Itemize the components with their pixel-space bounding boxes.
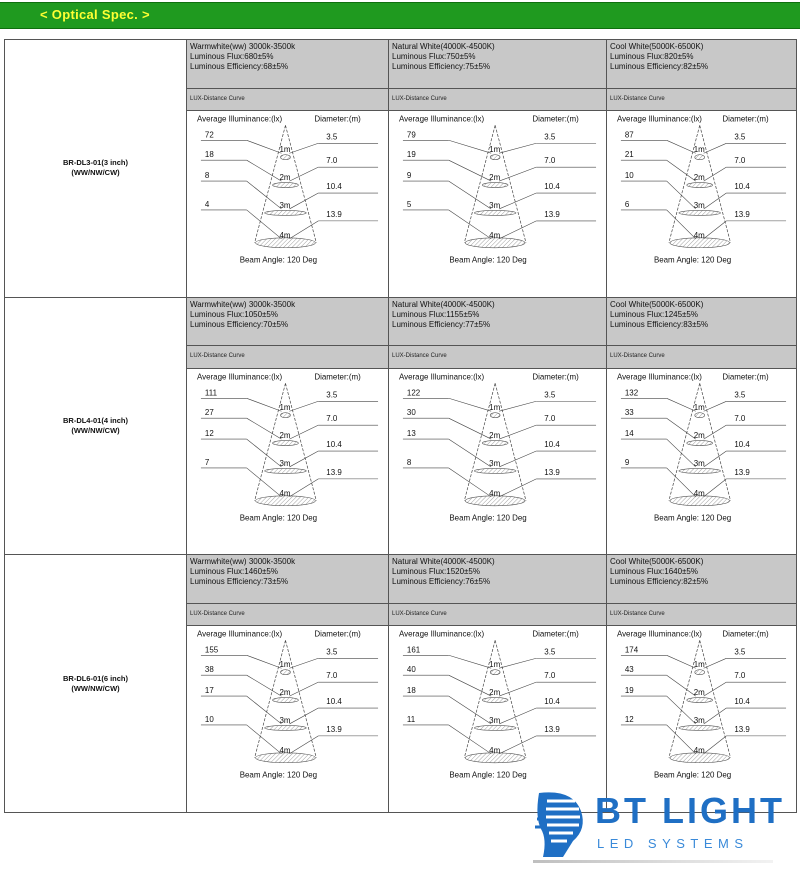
lux-value: 12	[204, 428, 214, 438]
lux-distance-diagram	[607, 626, 796, 801]
light-cone-ring	[490, 155, 500, 160]
lux-value: 13	[406, 428, 416, 438]
logo-name: BT LIGHT	[595, 790, 785, 831]
lux-value: 33	[624, 407, 634, 417]
diameter-leader-diagonal	[704, 143, 727, 153]
diameter-value: 7.0	[326, 671, 338, 681]
logo-shadow	[533, 860, 773, 863]
light-cone-ring	[474, 210, 516, 215]
bt-light-logo	[533, 786, 785, 863]
diameter-label: Diameter:(m)	[722, 629, 769, 639]
beam-angle-label: Beam Angle: 120 Deg	[239, 513, 318, 523]
diagram-cell	[607, 626, 797, 813]
model-name: BR-DL3-01(3 inch)	[62, 158, 128, 168]
illuminance-label: Average Illuminance:(lx)	[196, 372, 283, 382]
distance-label: 1m	[279, 660, 291, 670]
distance-label: 4m	[279, 746, 291, 756]
diameter-label: Diameter:(m)	[532, 629, 579, 639]
lux-distance-diagram	[607, 111, 796, 286]
lux-leader-diagonal	[667, 140, 696, 153]
section-banner	[0, 2, 800, 29]
distance-label: 4m	[693, 746, 705, 756]
light-cone-ring	[679, 468, 721, 473]
diagram-cell	[389, 111, 607, 298]
illuminance-label: Average Illuminance:(lx)	[398, 114, 485, 124]
diameter-leader-diagonal	[704, 479, 727, 497]
spec-flux: Luminous Flux:820±5%	[610, 52, 694, 61]
lux-curve-label: LUX-Distance Curve	[607, 88, 797, 110]
spec-color-type: Cool White(5000K-6500K)	[610, 299, 704, 309]
section-title: < Optical Spec. >	[40, 7, 150, 22]
diameter-label: Diameter:(m)	[532, 114, 579, 124]
lux-value: 40	[406, 665, 416, 675]
light-cone-ring	[265, 726, 307, 731]
distance-label: 2m	[489, 430, 501, 440]
light-cone-ring	[695, 155, 705, 160]
model-name: (WW/NW/CW)	[71, 425, 120, 435]
distance-label: 1m	[489, 145, 501, 155]
light-cone-ring	[265, 210, 307, 215]
light-cone-ring	[490, 670, 500, 675]
diameter-value: 7.0	[734, 671, 746, 681]
diagram-cell	[187, 626, 389, 813]
distance-label: 3m	[693, 200, 705, 210]
diameter-value: 13.9	[544, 467, 560, 477]
spec-efficiency: Luminous Efficiency:70±5%	[190, 319, 289, 329]
logo-tagline: LED SYSTEMS	[597, 836, 749, 851]
distance-label: 3m	[489, 458, 501, 468]
lux-value: 161	[406, 645, 421, 655]
spec-color-type: Natural White(4000K-4500K)	[392, 557, 495, 567]
optical-spec-table	[4, 39, 797, 813]
lux-distance-diagram	[187, 626, 388, 801]
diameter-label: Diameter:(m)	[314, 629, 361, 639]
spec-flux: Luminous Flux:1640±5%	[610, 567, 698, 577]
distance-label: 4m	[279, 488, 291, 498]
diameter-value: 10.4	[734, 697, 750, 707]
lux-distance-diagram	[187, 369, 388, 544]
diameter-leader-diagonal	[704, 682, 727, 696]
lux-value: 10	[624, 171, 634, 181]
model-name: (WW/NW/CW)	[71, 683, 120, 693]
light-cone-ring	[474, 726, 516, 731]
diameter-leader-diagonal	[704, 221, 727, 239]
diameter-leader-diagonal	[704, 451, 727, 467]
spec-flux: Luminous Flux:1050±5%	[190, 309, 278, 319]
lux-leader-diagonal	[667, 418, 696, 439]
lux-value: 19	[406, 150, 416, 160]
model-cell	[5, 297, 187, 555]
lux-leader-diagonal	[247, 398, 282, 411]
lux-distance-diagram	[389, 111, 606, 286]
spec-flux: Luminous Flux:1520±5%	[392, 567, 480, 577]
distance-label: 3m	[489, 200, 501, 210]
lux-leader-diagonal	[667, 676, 696, 697]
lux-leader-diagonal	[449, 656, 491, 669]
light-cone-ring	[679, 210, 721, 215]
diameter-leader-diagonal	[289, 143, 318, 153]
diameter-value: 13.9	[734, 467, 750, 477]
diameter-value: 7.0	[734, 413, 746, 423]
spec-efficiency: Luminous Efficiency:75±5%	[392, 62, 491, 71]
diameter-value: 7.0	[326, 413, 338, 423]
diameter-leader-diagonal	[289, 682, 318, 696]
beam-angle-label: Beam Angle: 120 Deg	[239, 255, 318, 265]
diameter-value: 10.4	[326, 439, 342, 449]
distance-label: 1m	[279, 402, 291, 412]
light-cone-ring	[280, 155, 290, 160]
spec-flux: Luminous Flux:1460±5%	[190, 567, 278, 577]
spec-color-type: Warmwhite(ww) 3000k-3500k	[190, 299, 296, 309]
spec-header-cell	[607, 297, 797, 346]
diameter-label: Diameter:(m)	[722, 372, 769, 382]
model-cell	[5, 555, 187, 813]
spec-header-cell	[389, 40, 607, 89]
lux-leader-diagonal	[449, 675, 491, 696]
diameter-leader-diagonal	[704, 659, 727, 669]
diameter-value: 3.5	[734, 647, 746, 657]
diameter-leader-diagonal	[499, 425, 536, 439]
lux-curve-label: LUX-Distance Curve	[187, 88, 389, 110]
spec-flux: Luminous Flux:680±5%	[190, 52, 274, 61]
beam-angle-label: Beam Angle: 120 Deg	[653, 513, 732, 523]
distance-label: 1m	[279, 145, 291, 155]
distance-label: 2m	[693, 430, 705, 440]
distance-label: 2m	[693, 173, 705, 183]
lux-value: 17	[204, 686, 214, 696]
diameter-value: 7.0	[544, 156, 556, 166]
diameter-leader-diagonal	[704, 425, 727, 439]
lux-leader-diagonal	[247, 676, 282, 697]
light-cone-ring	[687, 698, 713, 703]
spec-efficiency: Luminous Efficiency:76±5%	[392, 577, 491, 587]
lux-value: 38	[204, 665, 214, 675]
diameter-label: Diameter:(m)	[314, 114, 361, 124]
distance-label: 3m	[279, 200, 291, 210]
lux-value: 7	[204, 457, 210, 467]
diagram-cell	[389, 368, 607, 555]
light-cone-ring	[490, 412, 500, 417]
distance-label: 4m	[489, 746, 501, 756]
lux-distance-diagram	[607, 369, 796, 544]
lux-value: 18	[406, 686, 416, 696]
lux-leader-diagonal	[667, 160, 696, 181]
diameter-value: 3.5	[544, 647, 556, 657]
diameter-value: 3.5	[734, 132, 746, 142]
model-header-row	[5, 297, 797, 346]
diameter-leader-diagonal	[289, 736, 318, 754]
diameter-value: 3.5	[326, 132, 338, 142]
lux-leader-diagonal	[449, 140, 491, 153]
light-cone-ring	[482, 440, 508, 445]
diameter-value: 13.9	[544, 725, 560, 735]
diameter-value: 7.0	[544, 413, 556, 423]
light-cone-ring	[265, 468, 307, 473]
model-name: (WW/NW/CW)	[71, 168, 120, 178]
spec-efficiency: Luminous Efficiency:82±5%	[610, 62, 709, 71]
lux-value: 8	[406, 457, 412, 467]
diameter-value: 10.4	[326, 697, 342, 707]
light-cone-ring	[687, 183, 713, 188]
diameter-leader-diagonal	[289, 659, 318, 669]
illuminance-label: Average Illuminance:(lx)	[398, 629, 485, 639]
spec-header-cell	[607, 555, 797, 604]
lux-curve-label: LUX-Distance Curve	[389, 604, 607, 626]
distance-label: 2m	[279, 430, 291, 440]
lux-value: 174	[624, 645, 639, 655]
lux-value: 132	[624, 387, 639, 397]
diameter-value: 13.9	[326, 209, 342, 219]
diameter-value: 3.5	[326, 389, 338, 399]
diagram-cell	[389, 626, 607, 813]
spec-header-cell	[389, 297, 607, 346]
lux-curve-label: LUX-Distance Curve	[389, 346, 607, 368]
distance-label: 1m	[489, 402, 501, 412]
distance-label: 2m	[279, 173, 291, 183]
spec-flux: Luminous Flux:1245±5%	[610, 309, 698, 319]
distance-label: 2m	[489, 173, 501, 183]
beam-angle-label: Beam Angle: 120 Deg	[239, 770, 318, 780]
spec-flux: Luminous Flux:1155±5%	[392, 309, 480, 319]
diameter-leader-diagonal	[704, 401, 727, 411]
diagram-cell	[607, 368, 797, 555]
lux-curve-label: LUX-Distance Curve	[187, 346, 389, 368]
lux-value: 19	[624, 686, 634, 696]
illuminance-label: Average Illuminance:(lx)	[616, 629, 702, 639]
diameter-leader-diagonal	[289, 401, 318, 411]
diameter-label: Diameter:(m)	[722, 114, 769, 124]
distance-label: 4m	[693, 230, 705, 240]
lux-leader-diagonal	[449, 160, 491, 181]
light-cone-ring	[679, 726, 721, 731]
lux-leader-diagonal	[247, 418, 282, 439]
diameter-leader-diagonal	[704, 167, 727, 181]
diameter-value: 3.5	[734, 389, 746, 399]
spec-efficiency: Luminous Efficiency:77±5%	[392, 319, 491, 329]
diagram-cell	[187, 368, 389, 555]
distance-label: 3m	[489, 716, 501, 726]
lux-value: 155	[204, 645, 219, 655]
lux-value: 111	[204, 387, 218, 397]
diameter-leader-diagonal	[289, 479, 318, 497]
light-cone-ring	[482, 698, 508, 703]
lux-curve-label: LUX-Distance Curve	[607, 346, 797, 368]
spec-efficiency: Luminous Efficiency:82±5%	[610, 577, 709, 587]
diameter-leader-diagonal	[499, 708, 536, 724]
diameter-value: 13.9	[326, 725, 342, 735]
beam-angle-label: Beam Angle: 120 Deg	[449, 255, 527, 265]
lux-value: 43	[624, 665, 634, 675]
distance-label: 4m	[489, 488, 501, 498]
distance-label: 3m	[693, 716, 705, 726]
illuminance-label: Average Illuminance:(lx)	[196, 114, 283, 124]
diameter-leader-diagonal	[499, 659, 536, 669]
distance-label: 4m	[279, 230, 291, 240]
light-cone-ring	[280, 412, 290, 417]
model-cell	[5, 40, 187, 298]
lux-value: 4	[204, 199, 210, 209]
distance-label: 1m	[693, 402, 705, 412]
lux-curve-label: LUX-Distance Curve	[607, 604, 797, 626]
spec-color-type: Warmwhite(ww) 3000k-3500k	[190, 557, 296, 567]
spec-header-cell	[187, 555, 389, 604]
diameter-label: Diameter:(m)	[532, 372, 579, 382]
beam-angle-label: Beam Angle: 120 Deg	[653, 770, 732, 780]
spec-color-type: Natural White(4000K-4500K)	[392, 299, 495, 309]
distance-label: 3m	[279, 458, 291, 468]
diagram-cell	[187, 111, 389, 298]
light-cone-ring	[280, 670, 290, 675]
lux-distance-diagram	[389, 626, 606, 801]
diameter-value: 13.9	[544, 209, 560, 219]
diameter-leader-diagonal	[704, 736, 727, 754]
lux-leader-diagonal	[247, 656, 282, 669]
diameter-value: 13.9	[734, 209, 750, 219]
diameter-value: 10.4	[326, 182, 342, 192]
light-cone-ring	[273, 183, 299, 188]
diameter-value: 7.0	[734, 156, 746, 166]
lux-value: 72	[204, 130, 214, 140]
spec-header-cell	[187, 297, 389, 346]
distance-label: 2m	[279, 688, 291, 698]
model-name: BR-DL4-01(4 inch)	[62, 415, 128, 425]
lux-curve-label: LUX-Distance Curve	[187, 604, 389, 626]
light-cone-ring	[482, 183, 508, 188]
diagram-cell	[607, 111, 797, 298]
beam-angle-label: Beam Angle: 120 Deg	[449, 771, 527, 781]
lux-value: 21	[624, 150, 634, 160]
diameter-label: Diameter:(m)	[314, 372, 361, 382]
diameter-leader-diagonal	[499, 479, 536, 497]
diameter-leader-diagonal	[499, 736, 536, 754]
bulb-logo-icon	[533, 789, 589, 859]
illuminance-label: Average Illuminance:(lx)	[616, 114, 702, 124]
diameter-leader-diagonal	[499, 143, 536, 153]
light-cone-ring	[695, 412, 705, 417]
lux-value: 8	[204, 171, 210, 181]
diameter-leader-diagonal	[704, 193, 727, 209]
lux-leader-diagonal	[667, 398, 696, 411]
lux-value: 18	[204, 150, 214, 160]
distance-label: 1m	[693, 145, 705, 155]
lux-value: 9	[624, 457, 630, 467]
distance-label: 1m	[693, 660, 705, 670]
model-name: BR-DL6-01(6 inch)	[62, 673, 128, 683]
light-cone-ring	[273, 698, 299, 703]
diameter-value: 13.9	[734, 725, 750, 735]
lux-leader-diagonal	[247, 140, 282, 153]
diameter-value: 7.0	[544, 671, 556, 681]
model-header-row	[5, 555, 797, 604]
illuminance-label: Average Illuminance:(lx)	[616, 372, 702, 382]
distance-label: 1m	[489, 660, 501, 670]
lux-value: 11	[406, 715, 416, 725]
distance-label: 2m	[693, 688, 705, 698]
diameter-value: 3.5	[544, 132, 556, 142]
lux-leader-diagonal	[667, 656, 696, 669]
light-cone-ring	[273, 440, 299, 445]
lux-value: 79	[406, 130, 416, 140]
lux-value: 14	[624, 428, 634, 438]
diameter-value: 10.4	[734, 182, 750, 192]
distance-label: 2m	[489, 688, 501, 698]
beam-angle-label: Beam Angle: 120 Deg	[449, 513, 527, 523]
lux-value: 87	[624, 130, 634, 140]
diameter-value: 10.4	[734, 439, 750, 449]
lux-leader-diagonal	[247, 160, 282, 181]
diameter-leader-diagonal	[499, 167, 536, 181]
distance-label: 4m	[693, 488, 705, 498]
diameter-leader-diagonal	[289, 167, 318, 181]
lux-value: 30	[406, 407, 416, 417]
spec-color-type: Warmwhite(ww) 3000k-3500k	[190, 42, 296, 51]
diameter-leader-diagonal	[289, 425, 318, 439]
spec-header-cell	[389, 555, 607, 604]
spec-color-type: Cool White(5000K-6500K)	[610, 557, 704, 567]
distance-label: 3m	[693, 458, 705, 468]
diameter-value: 7.0	[326, 156, 338, 166]
diameter-value: 3.5	[326, 647, 338, 657]
diameter-leader-diagonal	[289, 221, 318, 239]
distance-label: 4m	[489, 230, 501, 240]
spec-efficiency: Luminous Efficiency:83±5%	[610, 319, 709, 329]
illuminance-label: Average Illuminance:(lx)	[196, 629, 283, 639]
illuminance-label: Average Illuminance:(lx)	[398, 372, 485, 382]
light-cone-ring	[695, 670, 705, 675]
spec-color-type: Natural White(4000K-4500K)	[392, 42, 495, 51]
spec-flux: Luminous Flux:750±5%	[392, 52, 476, 61]
light-cone-ring	[687, 440, 713, 445]
diameter-value: 3.5	[544, 389, 556, 399]
lux-value: 5	[406, 199, 412, 209]
model-header-row	[5, 40, 797, 89]
lux-distance-diagram	[187, 111, 388, 286]
diameter-leader-diagonal	[499, 221, 536, 239]
spec-header-cell	[187, 40, 389, 89]
lux-curve-label: LUX-Distance Curve	[389, 88, 607, 110]
lux-value: 10	[204, 715, 214, 725]
diameter-value: 10.4	[544, 182, 560, 192]
lux-value: 27	[204, 407, 214, 417]
lux-value: 12	[624, 715, 634, 725]
lux-value: 6	[624, 199, 630, 209]
lux-value: 9	[406, 171, 412, 181]
diameter-leader-diagonal	[704, 708, 727, 724]
spec-header-cell	[607, 40, 797, 89]
diameter-value: 10.4	[544, 439, 560, 449]
distance-label: 3m	[279, 716, 291, 726]
spec-efficiency: Luminous Efficiency:73±5%	[190, 577, 289, 587]
lux-leader-diagonal	[449, 398, 491, 411]
diameter-leader-diagonal	[499, 682, 536, 696]
beam-angle-label: Beam Angle: 120 Deg	[653, 255, 732, 265]
light-cone-ring	[474, 468, 516, 473]
diameter-value: 13.9	[326, 467, 342, 477]
diameter-leader-diagonal	[499, 193, 536, 209]
diameter-leader-diagonal	[499, 401, 536, 411]
spec-efficiency: Luminous Efficiency:68±5%	[190, 62, 289, 71]
lux-distance-diagram	[389, 369, 606, 544]
lux-value: 122	[406, 387, 421, 397]
lux-leader-diagonal	[449, 418, 491, 439]
diameter-leader-diagonal	[499, 451, 536, 467]
diameter-value: 10.4	[544, 697, 560, 707]
spec-color-type: Cool White(5000K-6500K)	[610, 42, 704, 51]
